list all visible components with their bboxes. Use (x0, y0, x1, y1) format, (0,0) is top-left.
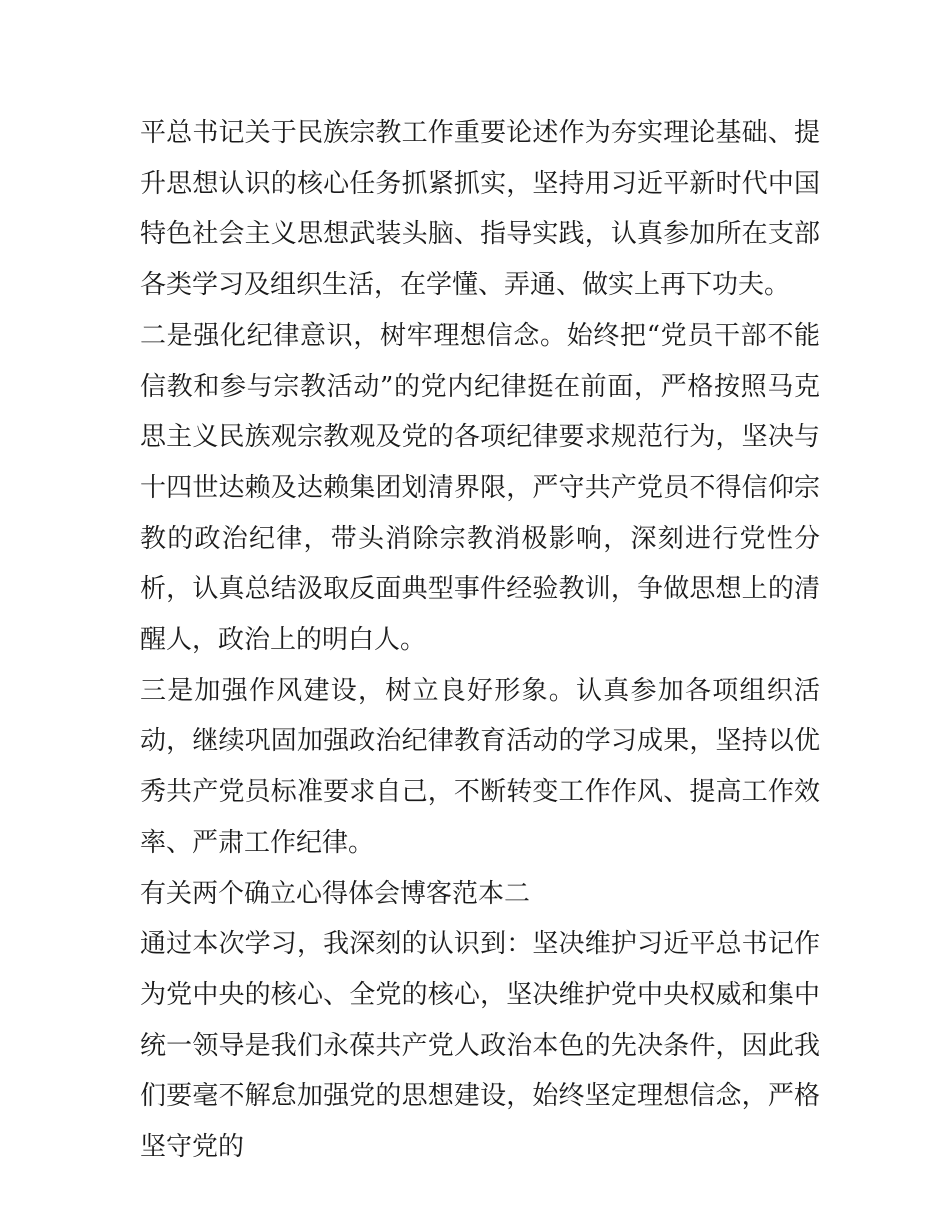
document-body (140, 108, 820, 1173)
paragraph-continuation: 平总书记关于民族宗教工作重要论述作为夯实理论基础、提升思想认识的核心任务抓紧抓实，坚持用习近平新时代中国特色社会主义思想武装头脑、指导实践，认真参加所在支部各类学习及组织生活，在学懂、弄通、做实上再下功夫。 (140, 118, 820, 301)
paragraph-discipline: 二是强化纪律意识，树牢理想信念。始终把“党员干部不能信教和参与宗教活动”的党内纪律挺在前面，严格按照马克思主义民族观宗教观及党的各项纪律要求规范行为，坚决与十四世达赖及达赖集团划清界限，严守共产党员不得信仰宗教的政治纪律，带头消除宗教消极影响，深刻进行党性分析，认真总结汲取反面典型事件经验教训，争做思想上的清醒人，政治上的明白人。 (140, 320, 820, 656)
paragraph-work-style: 三是加强作风建设，树立良好形象。认真参加各项组织活动，继续巩固加强政治纪律教育活动的学习成果，坚持以优秀共产党员标准要求自己，不断转变工作作风、提高工作效率、严肃工作纪律。 (140, 675, 820, 858)
section-heading: 有关两个确立心得体会博客范本二 (140, 878, 531, 909)
paragraph-study: 通过本次学习，我深刻的认识到：坚决维护习近平总书记作为党中央的核心、全党的核心，坚决维护党中央权威和集中统一领导是我们永葆共产党人政治本色的先决条件，因此我们要毫不解怠加强党的思想建设，始终坚定理想信念，严格坚守党的 (140, 929, 820, 1163)
